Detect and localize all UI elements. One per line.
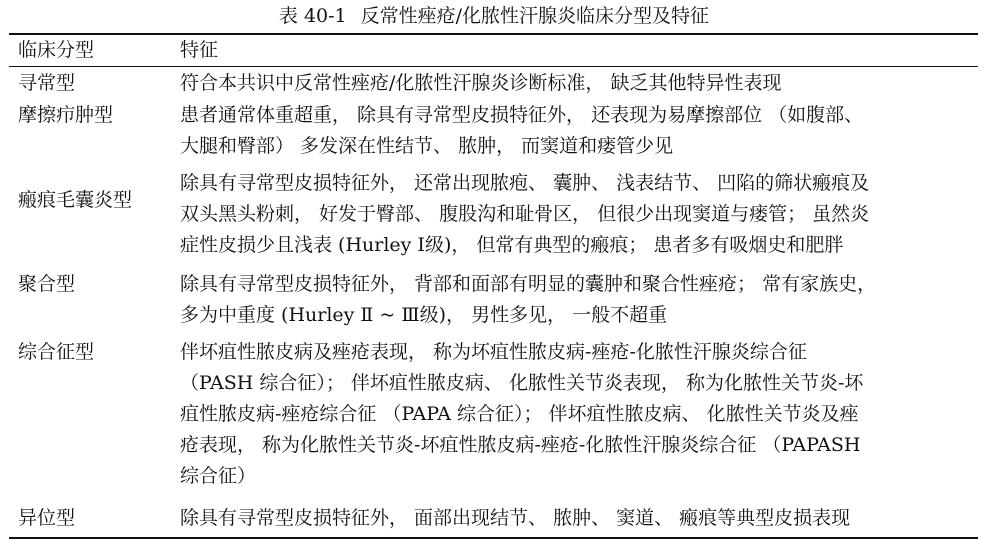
feature-line: 除具有寻常型皮损特征外， 背部和面部有明显的囊肿和聚合性痤疮； 常有家族史，	[180, 273, 877, 295]
feature-line: 伴坏疽性脓皮病及痤疮表现， 称为坏疽性脓皮病-痤疮-化脓性汗腺炎综合征	[180, 341, 807, 363]
row-type-label: 寻常型	[18, 72, 76, 94]
row-feature-text	[180, 168, 964, 261]
feature-line: 大腿和臀部） 多发深在性结节、 脓肿， 而窦道和瘘管少见	[180, 135, 674, 157]
table-bottom-rule	[9, 537, 978, 539]
row-type-label: 综合征型	[18, 341, 95, 363]
feature-line: （PASH 综合征）； 伴坏疽性脓皮病、 化脓性关节炎表现， 称为化脓性关节炎-坏	[180, 372, 864, 394]
feature-line: 综合征）	[180, 465, 257, 487]
row-type-label: 异位型	[18, 507, 76, 529]
feature-line: 患者通常体重超重， 除具有寻常型皮损特征外， 还表现为易摩擦部位 （如腹部、	[180, 104, 864, 126]
feature-line: 疽性脓皮病-痤疮综合征 （PAPA 综合征）； 伴坏疽性脓皮病、 化脓性关节炎及痤	[180, 403, 859, 425]
row-feature-text	[180, 100, 964, 162]
caption-title: 反常性痤疮/化脓性汗腺炎临床分型及特征	[360, 5, 710, 27]
row-feature-text	[180, 68, 964, 99]
table-header-rule	[9, 66, 978, 67]
feature-line: 双头黑头粉刺， 好发于臀部、 腹股沟和耻骨区， 但很少出现窦道与瘘管； 虽然炎	[180, 203, 870, 225]
feature-line: 除具有寻常型皮损特征外， 还常出现脓疱、 囊肿、 浅表结节、 凹陷的筛状瘢痕及	[180, 172, 870, 194]
feature-line: 多为中重度 (Hurley Ⅱ ~ Ⅲ级)， 男性多见， 一般不超重	[180, 304, 668, 326]
feature-line: 疮表现， 称为化脓性关节炎-坏疽性脓皮病-痤疮-化脓性汗腺炎综合征 （PAPASH	[180, 434, 861, 456]
feature-line: 症性皮损少且浅表 (Hurley Ⅰ级)， 但常有典型的瘢痕； 患者多有吸烟史和肥胖	[180, 234, 844, 256]
row-feature-text	[180, 269, 964, 331]
row-type-label: 摩擦疖肿型	[18, 104, 114, 126]
row-feature-text	[180, 337, 964, 492]
feature-line: 除具有寻常型皮损特征外， 面部出现结节、 脓肿、 窦道、 瘢痕等典型皮损表现	[180, 507, 851, 529]
column-header-type: 临床分型	[18, 39, 95, 61]
feature-line: 符合本共识中反常性痤疮/化脓性汗腺炎诊断标准， 缺乏其他特异性表现	[180, 72, 782, 94]
row-type-label: 瘢痕毛囊炎型	[18, 189, 133, 211]
caption-number: 表 40-1	[278, 5, 347, 27]
column-header-feature: 特征	[180, 39, 219, 61]
row-feature-text	[180, 503, 964, 534]
table-caption	[0, 3, 988, 29]
table-top-rule	[9, 33, 978, 35]
row-type-label: 聚合型	[18, 273, 76, 295]
